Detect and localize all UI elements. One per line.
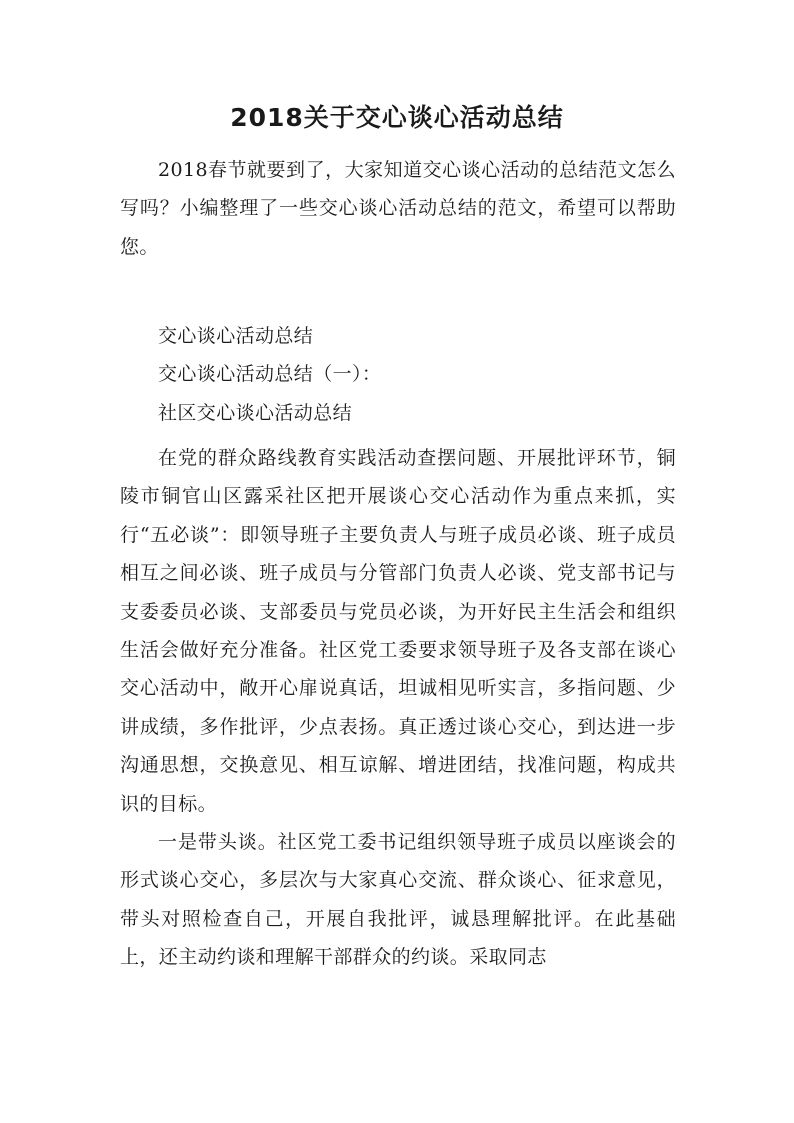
section-heading: 交心谈心活动总结 bbox=[158, 325, 314, 347]
body-paragraph: 在党的群众路线教育实践活动查摆问题、开展批评环节，铜陵市铜官山区露采社区把开展谈心交心活动作为重点来抓，实行“五必谈”：即领导班子主要负责人与班子成员必谈、班子成员相互之间必谈、班子成员与分管部门负责人必谈、党支部书记与支委委员必谈、支部委员与党员必谈，为开好民主生活会和组织生活会做好充分准备。社区党工委要求领导班子及各支部在谈心交心活动中，敞开心扉说真话，坦诚相见听实言，多指问题、少讲成绩，多作批评，少点表扬。真正透过谈心交心，到达进一步沟通思想，交换意见、相互谅解、增进团结，找准问题，构成共识的目标。 bbox=[120, 447, 676, 815]
article-heading: 社区交心谈心活动总结 bbox=[158, 401, 353, 424]
body-paragraph: 一是带头谈。社区党工委书记组织领导班子成员以座谈会的形式谈心交心，多层次与大家真心交流、群众谈心、征求意见，带头对照检查自己，开展自我批评，诚恳理解批评。在此基础上，还主动约谈和理解干部群众的约谈。采取同志 bbox=[120, 831, 676, 969]
main-section bbox=[120, 439, 676, 977]
intro-paragraph: 2018春节就要到了，大家知道交心谈心活动的总结范文怎么写吗？小编整理了一些交心谈心活动总结的范文，希望可以帮助您。 bbox=[120, 159, 676, 258]
subsection-heading: 交心谈心活动总结（一）： bbox=[158, 363, 382, 386]
headings-section bbox=[120, 317, 676, 432]
intro-section bbox=[120, 151, 676, 266]
document-title: 2018关于交心谈心活动总结 bbox=[230, 103, 564, 132]
